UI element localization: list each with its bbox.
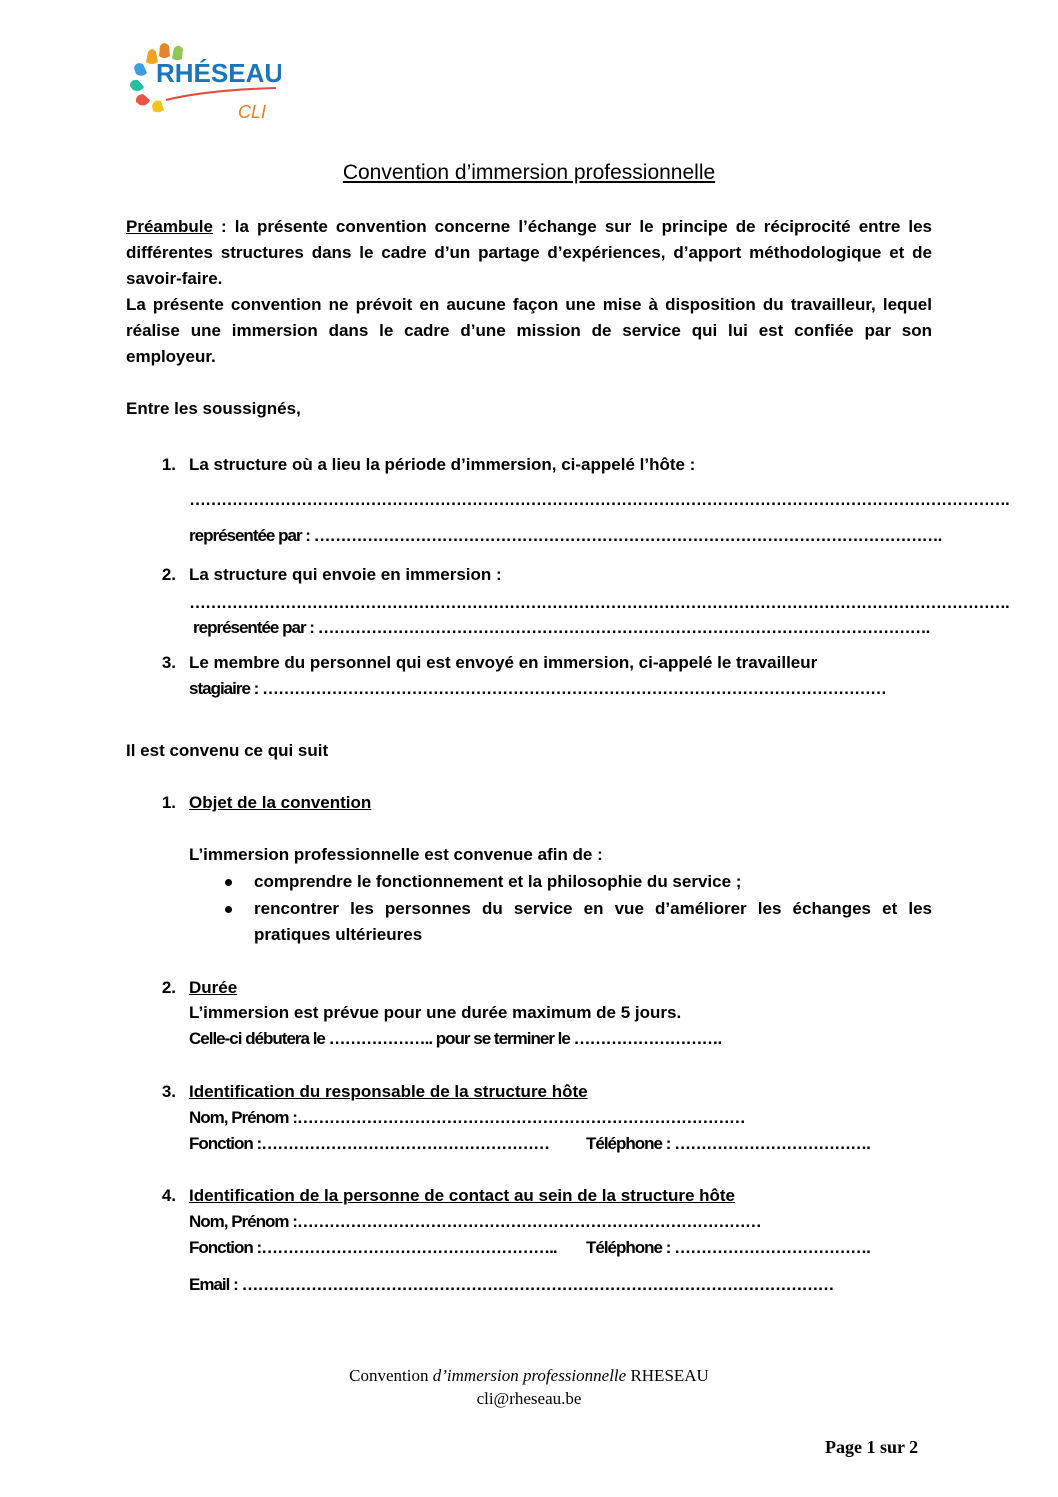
section-1-title: Objet de la convention (189, 793, 372, 812)
section-1-intro: L’immersion professionnelle est convenue afin de : (189, 845, 603, 864)
logo-sub-text: CLI (238, 102, 267, 122)
section-4-number: 4. (161, 1186, 176, 1205)
party-1-representative-line[interactable]: représentée par : ………………………………………………………………………………………………………. (189, 526, 942, 545)
section-2-duration-text: L’immersion est prévue pour une durée maximum de 5 jours. (189, 1003, 682, 1022)
party-2-fill-line[interactable]: ………………………………………………………………………………………………………………………………………. (189, 593, 1009, 612)
party-2-number: 2. (161, 565, 176, 584)
rheseau-logo (126, 42, 281, 122)
footer-line-1 (0, 1366, 1058, 1386)
party-1-text: La structure où a lieu la période d’immersion, ci-appelé l’hôte : (189, 455, 696, 474)
section-4-title: Identification de la personne de contact au sein de la structure hôte (189, 1186, 736, 1205)
section-2-number: 2. (161, 978, 176, 997)
section-3-function-field[interactable]: Fonction :……………………………………………… (189, 1134, 550, 1153)
agreement-heading: Il est convenu ce qui suit (126, 741, 329, 760)
section-4-name-field[interactable]: Nom, Prénom :…………………………………………………………………………… (189, 1212, 761, 1231)
party-3-number: 3. (161, 653, 176, 672)
section-3-title: Identification du responsable de la structure hôte (189, 1082, 588, 1101)
preamble-paragraph-2: La présente convention ne prévoit en aucune façon une mise à disposition du travailleur, lequel réalise une immersion dans le cadre d’une mission de service qui lui est confiée par son employeur. (126, 295, 932, 366)
section-3-name-field[interactable]: Nom, Prénom :………………………………………………………………………… (189, 1108, 745, 1127)
section-4-function-field[interactable]: Fonction :……………………………………………….. (189, 1238, 557, 1257)
section-3-phone-field[interactable]: Téléphone : ………………………………. (586, 1134, 870, 1153)
footer-text-italic: d’immersion professionnelle (432, 1366, 627, 1385)
section-1-number: 1. (161, 793, 176, 812)
bullet-icon (225, 879, 232, 886)
section-4-phone-field[interactable]: Téléphone : ………………………………. (586, 1238, 870, 1257)
section-4-email-field[interactable]: Email : ………………………………………………………………………………………………… (189, 1275, 834, 1294)
document-title: Convention d’immersion professionnelle (342, 161, 716, 184)
preamble-label: Préambule (126, 217, 213, 236)
footer-text-c: RHESEAU (626, 1366, 709, 1385)
logo-brand-text: RHÉSEAU (156, 58, 281, 88)
party-3-text: Le membre du personnel qui est envoyé en immersion, ci-appelé le travailleur (189, 653, 818, 672)
section-2-dates-line[interactable]: Celle-ci débutera le ……………….. pour se terminer le ………………………. (189, 1029, 722, 1048)
hands-logo-graphic (126, 42, 281, 122)
parties-heading: Entre les soussignés, (126, 399, 301, 418)
preamble-text-1: : la présente convention concerne l’échange sur le principe de réciprocité entre les différentes structures dans le cadre d’un partage d’expériences, d’apport méthodologique et de savoir-faire. (126, 217, 932, 288)
section-1-bullet-2: rencontrer les personnes du service en vue d’améliorer les échanges et les (254, 899, 932, 918)
footer-email: cli@rheseau.be (476, 1389, 582, 1408)
footer-text-a: Convention (349, 1366, 433, 1385)
preamble-paragraph-1 (126, 214, 932, 292)
party-3-fill-line[interactable]: stagiaire : ……………………………………………………………………………………………………… (189, 679, 887, 698)
section-3-number: 3. (161, 1082, 176, 1101)
section-1-bullet-2-continued: pratiques ultérieures (254, 925, 423, 944)
section-1-bullet-1: comprendre le fonctionnement et la philosophie du service ; (254, 872, 742, 891)
party-2-text: La structure qui envoie en immersion : (189, 565, 502, 584)
party-1-fill-line[interactable]: ………………………………………………………………………………………………………………………………………. (189, 490, 1009, 509)
party-2-representative-line[interactable]: représentée par : ……………………………………………………………………………………………………. (193, 618, 930, 637)
bullet-icon (225, 906, 232, 913)
section-2-title: Durée (189, 978, 238, 997)
page-number: Page 1 sur 2 (825, 1437, 919, 1457)
party-1-number: 1. (161, 455, 176, 474)
